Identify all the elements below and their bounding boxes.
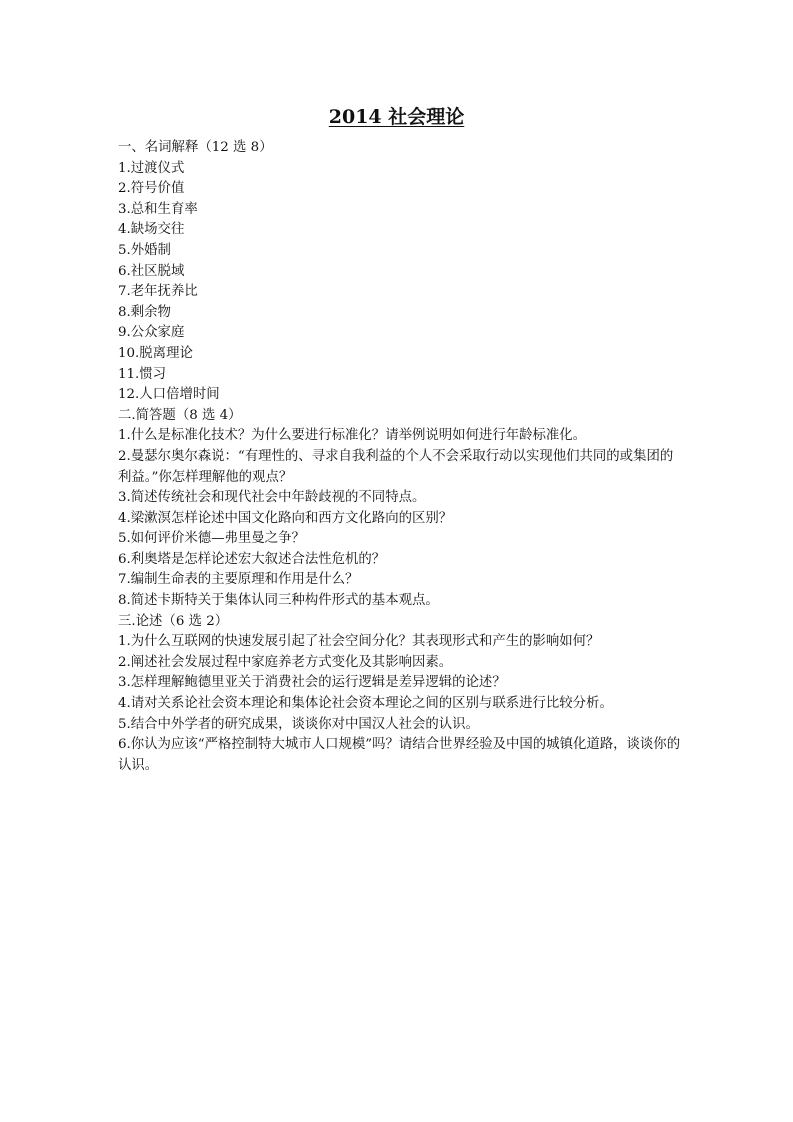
list-item: 10.脱离理论	[118, 345, 193, 361]
section-heading: 三.论述（6 选 2）	[118, 613, 229, 629]
page-title: 2014 社会理论	[328, 106, 465, 128]
list-item: 1.什么是标准化技术？为什么要进行标准化？请举例说明如何进行年龄标准化。	[118, 428, 587, 444]
section-essay	[118, 612, 683, 777]
list-item: 11.惯习	[118, 366, 167, 382]
list-item: 7.老年抚养比	[118, 284, 198, 300]
list-item: 8.剩余物	[118, 304, 171, 320]
list-item: 1.过渡仪式	[118, 160, 185, 176]
list-item: 8.简述卡斯特关于集体认同三种构件形式的基本观点。	[118, 593, 439, 609]
list-item: 3.简述传统社会和现代社会中年龄歧视的不同特点。	[118, 490, 426, 506]
section-heading: 一、名词解释（12 选 8）	[118, 140, 273, 155]
list-item: 5.如何评价米德—弗里曼之争？	[118, 531, 305, 547]
list-item: 2.阐述社会发展过程中家庭养老方式变化及其影响因素。	[118, 654, 453, 670]
list-item: 2.符号价值	[118, 181, 185, 197]
list-item: 4.缺场交往	[118, 222, 185, 238]
list-item: 4.梁漱溟怎样论述中国文化路向和西方文化路向的区别？	[118, 510, 453, 526]
section-short-answer	[118, 406, 683, 612]
list-item: 3.总和生育率	[118, 201, 198, 217]
list-item: 3.怎样理解鲍德里亚关于消费社会的运行逻辑是差异逻辑的论述？	[118, 675, 506, 691]
list-item: 7.编制生命表的主要原理和作用是什么？	[118, 572, 359, 588]
list-item: 6.你认为应该“严格控制特大城市人口规模”吗？请结合世界经验及中国的城镇化道路，谈谈你的认识。	[118, 737, 681, 773]
section-heading: 二.简答题（8 选 4）	[118, 407, 242, 423]
list-item: 1.为什么互联网的快速发展引起了社会空间分化？其表现形式和产生的影响如何？	[118, 634, 600, 650]
list-item: 5.外婚制	[118, 242, 171, 258]
section-definitions	[118, 138, 683, 406]
list-item: 2.曼瑟尔奥尔森说：“有理性的、寻求自我利益的个人不会采取行动以实现他们共同的或集团的利益。”你怎样理解他的观点？	[118, 448, 674, 485]
list-item: 9.公众家庭	[118, 325, 185, 341]
document-body	[118, 138, 683, 776]
list-item: 6.社区脱域	[118, 263, 185, 279]
list-item: 5.结合中外学者的研究成果，谈谈你对中国汉人社会的认识。	[118, 716, 479, 732]
list-item: 4.请对关系论社会资本理论和集体论社会资本理论之间的区别与联系进行比较分析。	[118, 696, 613, 712]
list-item: 12.人口倍增时间	[118, 387, 220, 403]
list-item: 6.利奥塔是怎样论述宏大叙述合法性危机的？	[118, 551, 386, 567]
